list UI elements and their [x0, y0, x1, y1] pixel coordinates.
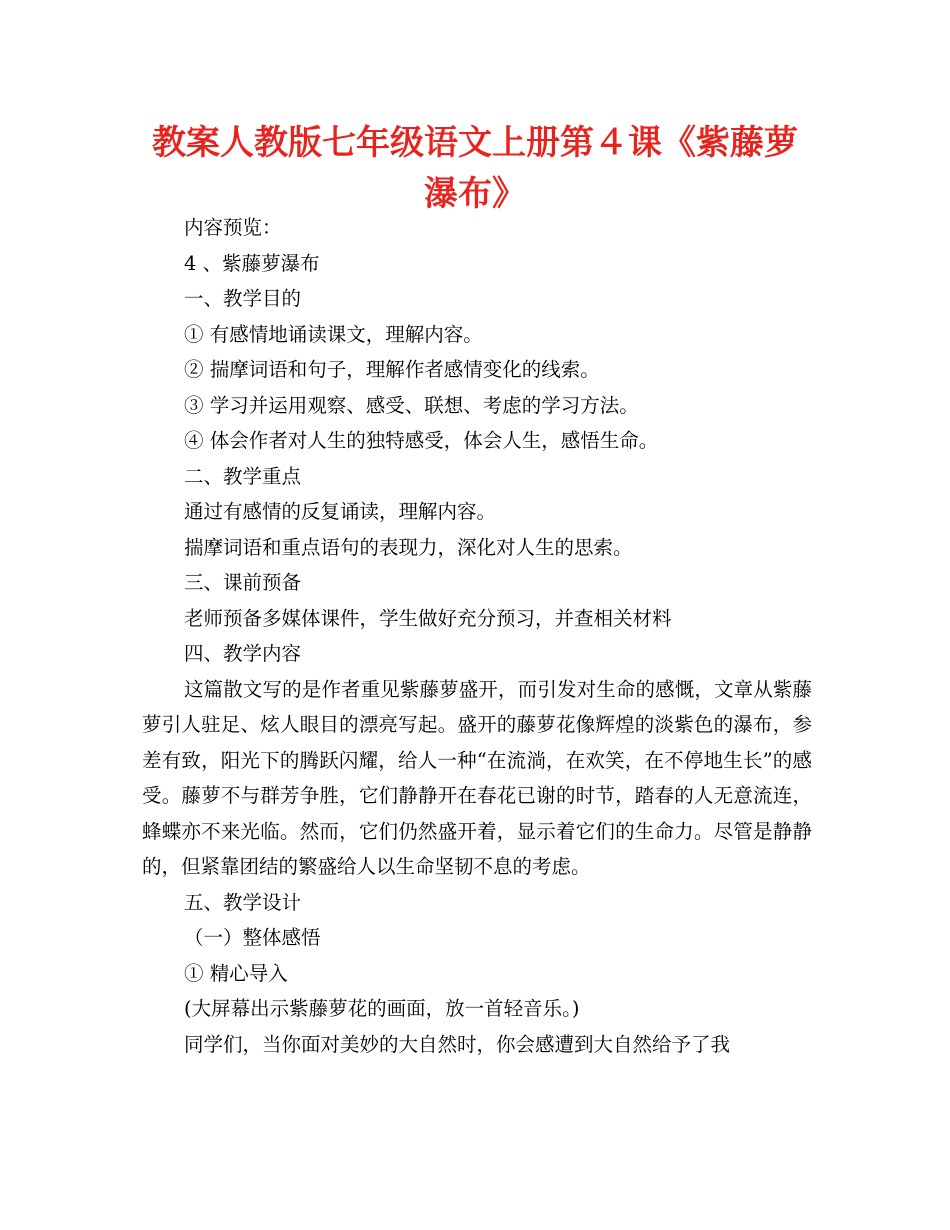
- content-paragraph: 这篇散文写的是作者重见紫藤萝盛开，而引发对生命的感慨，文章从紫藤萝引人驻足、炫人眼目的漂亮写起。盛开的藤萝花像辉煌的淡紫色的瀑布，参差有致，阳光下的腾跃闪耀，给人一种“在流淌，在欢笑，在不停地生长”的感受。藤萝不与群芳争胜，它们静静开在春花已谢的时节，踏春的人无意流连，蜂蝶亦不来光临。然而，它们仍然盛开着，显示着它们的生命力。尽管是静静的，但紧靠团结的繁盛给人以生命坚韧不息的考虑。: [142, 677, 812, 878]
- preview-label: 内容预览：: [184, 216, 282, 239]
- section-heading-objectives: 一、教学目的: [184, 287, 302, 310]
- objective-item-2: ② 揣摩词语和句子，理解作者感情变化的线索。: [184, 358, 600, 381]
- key-point-2: 揣摩词语和重点语句的表现力，深化对人生的思索。: [184, 535, 633, 559]
- stage-direction: (大屏幕出示紫藤萝花的画面，放一首轻音乐。): [184, 997, 580, 1020]
- lesson-heading: 4 、紫藤萝瀑布: [184, 251, 320, 275]
- intro-text: 同学们，当你面对美妙的大自然时，你会感遭到大自然给予了我: [184, 1032, 731, 1056]
- document-body: [142, 210, 812, 1062]
- preparation-text: 老师预备多媒体课件，学生做好充分预习，并查相关材料: [184, 606, 672, 630]
- section-heading-design: 五、教学设计: [184, 890, 302, 914]
- section-heading-preparation: 三、课前预备: [184, 571, 302, 594]
- section-heading-key-points: 二、教学重点: [184, 464, 302, 488]
- section-heading-content: 四、教学内容: [184, 642, 302, 665]
- objective-item-3: ③ 学习并运用观察、感受、联想、考虑的学习方法。: [184, 393, 639, 417]
- key-point-1: 通过有感情的反复诵读，理解内容。: [184, 500, 497, 523]
- objective-item-4: ④ 体会作者对人生的独特感受，体会人生，感悟生命。: [184, 429, 659, 452]
- objective-item-1: ① 有感情地诵读课文，理解内容。: [184, 322, 483, 346]
- design-step-1: ① 精心导入: [184, 961, 288, 985]
- subsection-heading-overall: （一）整体感悟: [184, 926, 321, 949]
- document-title: 教案人教版七年级语文上册第４课《紫藤萝瀑布》: [152, 123, 798, 214]
